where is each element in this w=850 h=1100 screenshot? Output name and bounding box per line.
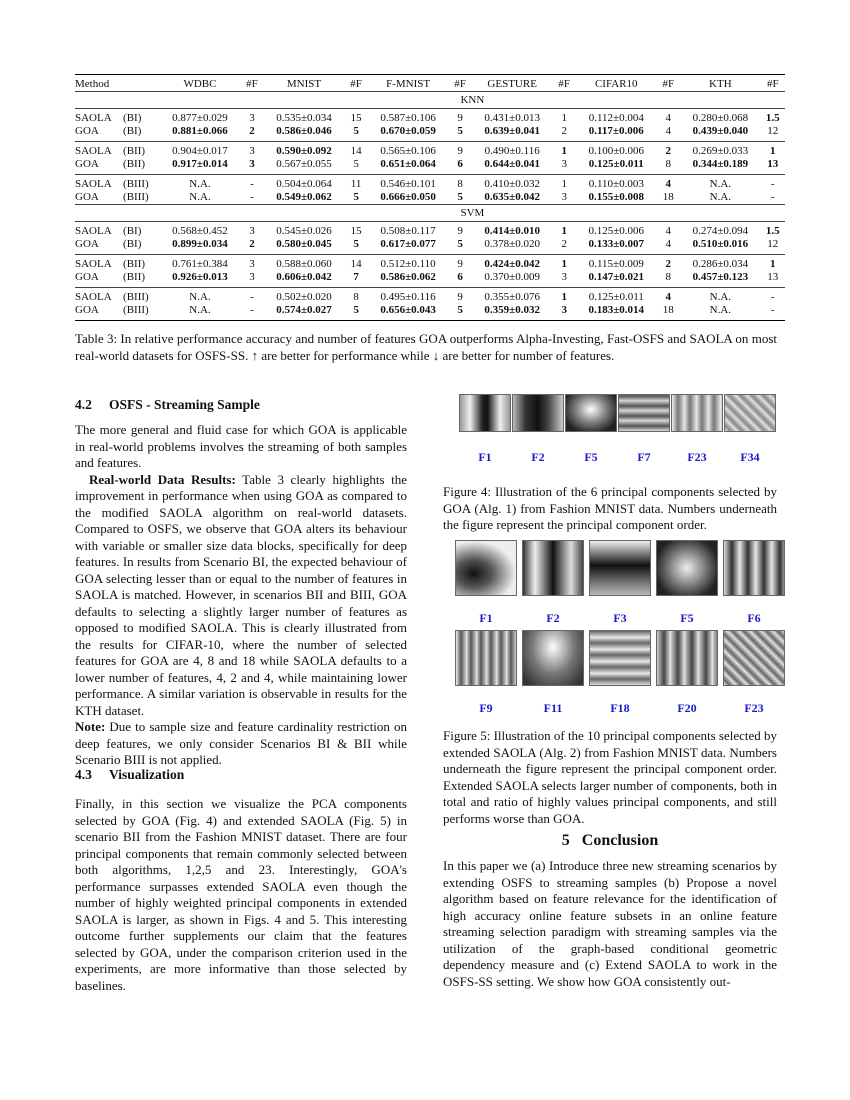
table-cell: 15	[344, 109, 368, 126]
table-row	[75, 142, 785, 159]
table-cell: GOA	[75, 125, 99, 137]
table-cell: 14	[344, 255, 368, 272]
table-cell: 2	[656, 255, 680, 272]
table-cell: (BI)	[122, 222, 160, 239]
table-cell: 9	[448, 222, 472, 239]
table-cell: 1	[761, 142, 785, 159]
table-cell: 2	[656, 142, 680, 159]
table-cell: 0.112±0.004	[576, 109, 656, 126]
component-label: F3	[613, 611, 627, 625]
table-cell: GOA	[75, 191, 99, 203]
table-cell: 6	[457, 158, 463, 170]
table-cell: 0.125±0.006	[576, 222, 656, 239]
note-label: Note:	[75, 719, 106, 734]
table-cell: 1	[552, 142, 576, 159]
table-cell: 3	[249, 158, 255, 170]
table-cell: 8	[344, 288, 368, 305]
table-cell: -	[250, 191, 254, 203]
table-cell: 8	[665, 158, 672, 170]
table-cell: 0.280±0.068	[680, 109, 760, 126]
table-cell: 1	[552, 288, 576, 305]
component-label: F11	[543, 701, 563, 715]
table-cell: 4	[656, 288, 680, 305]
table-cell: 0.110±0.003	[576, 175, 656, 192]
table-cell: 0.574±0.027	[264, 304, 344, 321]
component-label: F34	[740, 450, 760, 464]
table-cell: 18	[662, 191, 674, 203]
paragraph: Finally, in this section we visualize the PCA components selected by GOA (Fig. 4) and extended SAOLA (Fig. 5) in scenario BII from the Fashion MNIST dataset. There are four principal components that remain commonly selected between both algorithms, 1,2,5 and 23. Interestingly, GOA's performance surpasses extended SAOLA even though the number of highly weighted principal components in extended SAOLA is larger, as shown in Figs. 4 and 5. This interesting outcome further supplements our claim that the features selected by GOA, under the comparison criterion used in the experiments, are more informative than those selected by baselines.	[75, 796, 407, 993]
table-cell: 0.431±0.013	[472, 109, 552, 126]
table-cell: 2	[249, 238, 255, 250]
table-cell: 0.115±0.009	[576, 255, 656, 272]
table-cell: 0.125±0.011	[588, 158, 644, 170]
table-cell: -	[761, 288, 785, 305]
column-header: F-MNIST	[368, 75, 448, 92]
table-cell: 13	[767, 158, 779, 170]
principal-component-image	[618, 394, 670, 432]
table-cell: 4	[656, 222, 680, 239]
table-cell: 5	[353, 125, 359, 137]
table-cell: 0.644±0.041	[484, 158, 540, 170]
section-row	[75, 92, 785, 109]
section-title: Visualization	[109, 767, 185, 782]
table-cell: 0.370±0.009	[484, 271, 540, 283]
table-cell: 3	[561, 158, 567, 170]
component-label: F18	[610, 701, 630, 715]
table-cell: 0.617±0.077	[380, 238, 436, 250]
table-cell: 0.546±0.101	[368, 175, 448, 192]
table-cell: 14	[344, 142, 368, 159]
table-cell: 0.378±0.020	[484, 238, 540, 250]
column-header: WDBC	[160, 75, 240, 92]
table-cell: (BI)	[123, 238, 142, 250]
component-label: F23	[687, 450, 707, 464]
table-cell: 2	[561, 238, 567, 250]
principal-component-image	[724, 394, 776, 432]
table-cell: 8	[665, 271, 672, 283]
table-cell: (BI)	[122, 109, 160, 126]
table-cell: 5	[353, 238, 359, 250]
component-label: F5	[584, 450, 598, 464]
table-cell: 0.502±0.020	[264, 288, 344, 305]
table-cell: 0.147±0.021	[588, 271, 645, 283]
column-header: GESTURE	[472, 75, 552, 92]
table-cell: 3	[240, 142, 264, 159]
table-cell: (BII)	[122, 142, 160, 159]
table-cell: 12	[767, 125, 779, 137]
table-cell: 0.535±0.034	[264, 109, 344, 126]
column-header: #F	[552, 75, 576, 92]
table-cell: 0.587±0.106	[368, 109, 448, 126]
table-cell: 0.917±0.014	[172, 158, 228, 170]
table-cell: GOA	[75, 158, 99, 170]
table-row	[75, 271, 785, 288]
table-cell: 0.344±0.189	[692, 158, 749, 170]
table-cell: 3	[561, 191, 567, 203]
table-cell: 0.877±0.029	[160, 109, 240, 126]
paragraph-text: Table 3 clearly highlights the improvement in performance when using GOA as compared to the modified SAOLA algorithm on real-world datasets. Compared to OSFS, we observe that GOA alters its behaviour with variable or smaller size data blocks, specifically for deep features. In results from Scenario BI, the expected behaviour of GOA selecting lesser than or equal to the number of features in SAOLA is matched. However, in scenarios BII and BIII, GOA defaults to selecting a slightly larger number of features as opposed to modified SAOLA. This is clearly illustrated from the results for CIFAR-10, where the number of selected features for GOA are 4, 8 and 18 while SAOLA defaults to a lower number of features, 4, 2 and 4, while maintaining lower performance. A similar variation is observable in results for the KTH dataset.	[75, 471, 408, 718]
table-cell: 0.269±0.033	[680, 142, 760, 159]
component-label: F20	[677, 701, 697, 715]
table-cell: 0.549±0.062	[276, 191, 332, 203]
table-cell: 0.439±0.040	[692, 125, 749, 137]
column-header: #F	[656, 75, 680, 92]
section-heading	[75, 397, 407, 413]
table-cell: 0.881±0.066	[172, 125, 228, 137]
table-cell: -	[770, 191, 775, 203]
table-cell: 1	[552, 255, 576, 272]
table-cell: 0.495±0.116	[368, 288, 448, 305]
column-header: Method	[75, 75, 160, 92]
principal-component-image	[512, 394, 564, 432]
section-title: Conclusion	[581, 832, 659, 849]
table-cell: SAOLA	[75, 175, 122, 192]
table-cell: 1	[552, 222, 576, 239]
table-cell: (BIII)	[122, 175, 160, 192]
table-cell: 0.568±0.452	[160, 222, 240, 239]
table-cell	[75, 92, 160, 109]
principal-component-image	[455, 540, 517, 596]
table-cell: -	[240, 288, 264, 305]
table-cell: N.A.	[680, 304, 760, 321]
table-cell: GOA	[75, 238, 99, 250]
table-cell: (BIII)	[122, 288, 160, 305]
table-cell: 0.635±0.042	[484, 191, 540, 203]
table-row	[75, 175, 785, 192]
table-cell: 0.639±0.041	[484, 125, 540, 137]
table-cell: 9	[448, 288, 472, 305]
table-cell: 0.125±0.011	[576, 288, 656, 305]
table-cell: 5	[457, 238, 463, 250]
table-row	[75, 255, 785, 272]
table-cell: 0.359±0.032	[472, 304, 552, 321]
table-cell: 0.504±0.064	[264, 175, 344, 192]
table-cell: SAOLA	[75, 255, 122, 272]
column-header: CIFAR10	[576, 75, 656, 92]
note-paragraph	[75, 719, 407, 769]
component-label: F1	[479, 611, 493, 625]
table-cell: 0.606±0.042	[276, 271, 332, 283]
table-cell: 0.100±0.006	[576, 142, 656, 159]
table-cell: 1.5	[761, 109, 785, 126]
table-cell: 12	[767, 238, 779, 250]
table-cell: 1	[552, 109, 576, 126]
table-cell: (BI)	[123, 125, 142, 137]
table-cell: SAOLA	[75, 142, 122, 159]
table-cell: 4	[665, 125, 672, 137]
table-cell: 1.5	[761, 222, 785, 239]
column-header: #F	[344, 75, 368, 92]
section-heading	[443, 832, 777, 850]
table-cell: -	[761, 304, 785, 321]
component-label: F7	[637, 450, 651, 464]
table-cell: 3	[249, 271, 255, 283]
principal-component-image	[723, 630, 785, 686]
table-row	[75, 158, 785, 175]
table-cell: 0.670±0.059	[380, 125, 436, 137]
table-cell: 0.651±0.064	[380, 158, 436, 170]
table-cell: (BII)	[123, 158, 146, 170]
table-cell: 5	[448, 304, 472, 321]
section-number: 4.3	[75, 767, 92, 782]
table-cell: 18	[656, 304, 680, 321]
figure-4	[443, 392, 777, 470]
table-cell: 0.512±0.110	[368, 255, 448, 272]
table-row	[75, 222, 785, 239]
table-cell: 0.567±0.055	[276, 158, 332, 170]
table-cell: 0.588±0.060	[264, 255, 344, 272]
table-cell: 0.155±0.008	[588, 191, 645, 203]
table-cell: 0.183±0.014	[576, 304, 656, 321]
principal-component-image	[459, 394, 511, 432]
table-cell: 5	[353, 191, 359, 203]
table-cell: 6	[457, 271, 463, 283]
table-cell: (BII)	[123, 271, 146, 283]
table-cell: GOA	[75, 304, 122, 321]
column-header: #F	[240, 75, 264, 92]
table-cell: 3	[240, 222, 264, 239]
table-cell: N.A.	[680, 288, 760, 305]
table-cell: SAOLA	[75, 109, 122, 126]
table-cell: -	[240, 175, 264, 192]
table-cell: 0.565±0.106	[368, 142, 448, 159]
table-cell: N.A.	[160, 175, 240, 192]
table-cell: 0.586±0.062	[380, 271, 436, 283]
component-label: F2	[531, 450, 545, 464]
table-cell: 0.580±0.045	[276, 238, 332, 250]
table-cell: 3	[552, 304, 576, 321]
table-cell: 4	[656, 109, 680, 126]
column-header: MNIST	[264, 75, 344, 92]
table-cell: 3	[240, 255, 264, 272]
table-cell: 0.586±0.046	[276, 125, 332, 137]
principal-component-image	[671, 394, 723, 432]
table-cell: 0.424±0.042	[472, 255, 552, 272]
section-4-2	[75, 397, 407, 769]
table-cell: 0.926±0.013	[172, 271, 228, 283]
table-cell: 0.490±0.116	[472, 142, 552, 159]
table-cell: (BIII)	[122, 304, 160, 321]
table-cell: 5	[457, 191, 463, 203]
component-label: F6	[747, 611, 761, 625]
table-cell: 11	[344, 175, 368, 192]
table-cell: 0.457±0.123	[692, 271, 749, 283]
table-cell: 0.510±0.016	[692, 238, 749, 250]
table-row	[75, 191, 785, 205]
table-cell: 5	[457, 125, 463, 137]
table-cell: 2	[249, 125, 255, 137]
figure-5-caption: Figure 5: Illustration of the 10 principal components selected by extended SAOLA (Alg. 2) from Fashion MNIST data. Numbers underneath the figure represent the principal component order. Extended SAOLA selects larger number of components, both in total and ratio of highly values principal components, and still performs worse than GOA.	[443, 728, 777, 826]
table-cell: 7	[353, 271, 359, 283]
table-cell: 0.414±0.010	[472, 222, 552, 239]
table-cell: 0.117±0.006	[588, 125, 644, 137]
section-label: SVM	[160, 205, 785, 222]
principal-component-image	[589, 540, 651, 596]
table-cell: 0.508±0.117	[368, 222, 448, 239]
table-cell: (BII)	[122, 255, 160, 272]
table-cell: SAOLA	[75, 288, 122, 305]
component-label: F2	[546, 611, 560, 625]
table-cell: 4	[656, 175, 680, 192]
table-cell: 0.590±0.092	[264, 142, 344, 159]
table-row	[75, 238, 785, 255]
principal-component-image	[723, 540, 785, 596]
principal-component-image	[565, 394, 617, 432]
figure-5	[443, 540, 777, 720]
table-cell: 0.410±0.032	[472, 175, 552, 192]
paragraph	[75, 472, 407, 720]
table-cell: 0.133±0.007	[588, 238, 645, 250]
column-header: #F	[761, 75, 785, 92]
component-label: F23	[744, 701, 764, 715]
component-label: F9	[479, 701, 493, 715]
table-cell: 1	[761, 255, 785, 272]
table-cell	[75, 205, 160, 222]
table-cell: 15	[344, 222, 368, 239]
table-cell: 5	[353, 158, 359, 170]
figure-4-caption: Figure 4: Illustration of the 6 principal components selected by GOA (Alg. 1) from Fashion MNIST data. Numbers underneath the figure represent the principal component order.	[443, 484, 777, 532]
table-row	[75, 109, 785, 126]
section-label: KNN	[160, 92, 785, 109]
table-cell: 9	[448, 142, 472, 159]
note-text: Due to sample size and feature cardinality restriction on deep features, we only consider Scenarios BI & BII while Scenario BIII is not applied.	[75, 719, 407, 767]
table-cell: 9	[448, 255, 472, 272]
table-cell: 0.274±0.094	[680, 222, 760, 239]
section-4-3	[75, 767, 407, 994]
section-number: 5	[561, 832, 570, 849]
section-title: OSFS - Streaming Sample	[109, 397, 260, 412]
table-cell: 0.666±0.050	[380, 191, 436, 203]
table-cell: 1	[552, 175, 576, 192]
table-cell: 3	[561, 271, 567, 283]
table-cell: 0.355±0.076	[472, 288, 552, 305]
section-5	[443, 832, 777, 990]
paragraph: In this paper we (a) Introduce three new streaming scenarios by extending OSFS to streaming samples (b) Propose a novel algorithm based on feature relevance for the identification of high accuracy online feature subsets in an online feature streaming selection paradigm with streaming samples via the utilization of the graph-based conditional geometric dependency measure and (c) Extend SAOLA to work in the OSFS-SS setting. We show how GOA consistently out-	[443, 858, 777, 989]
table-cell: 3	[240, 109, 264, 126]
component-label: F1	[478, 450, 492, 464]
table-cell: -	[761, 175, 785, 192]
component-label: F5	[680, 611, 694, 625]
table-cell: GOA	[75, 271, 99, 283]
table-cell: N.A.	[680, 175, 760, 192]
table-cell: N.A.	[709, 191, 732, 203]
column-header: KTH	[680, 75, 760, 92]
table-cell: N.A.	[160, 304, 240, 321]
table-cell: -	[240, 304, 264, 321]
table-row	[75, 288, 785, 305]
table-cell: 13	[767, 271, 779, 283]
paragraph: The more general and fluid case for which GOA is applicable in real-world problems involves the streaming of both samples and features.	[75, 422, 407, 470]
column-header: #F	[448, 75, 472, 92]
table-row	[75, 304, 785, 321]
table-header-row	[75, 75, 785, 92]
section-number: 4.2	[75, 397, 92, 412]
table-row	[75, 125, 785, 142]
table-cell: N.A.	[189, 191, 211, 203]
section-row	[75, 205, 785, 222]
table-cell: 8	[448, 175, 472, 192]
table-cell: 9	[448, 109, 472, 126]
principal-component-image	[656, 540, 718, 596]
table-cell: 0.899±0.034	[172, 238, 228, 250]
table-cell: 0.656±0.043	[368, 304, 448, 321]
principal-component-image	[656, 630, 718, 686]
table-cell: 4	[665, 238, 672, 250]
principal-component-image	[455, 630, 517, 686]
table-cell: SAOLA	[75, 222, 122, 239]
table-cell: 0.761±0.384	[160, 255, 240, 272]
table-caption: Table 3: In relative performance accuracy and number of features GOA outperforms Alpha-Investing, Fast-OSFS and SAOLA on most real-world datasets for OSFS-SS. ↑ are better for performance while ↓ are better for number of features.	[75, 331, 777, 363]
table-cell: 0.286±0.034	[680, 255, 760, 272]
principal-component-image	[522, 630, 584, 686]
principal-component-image	[589, 630, 651, 686]
table-cell: 5	[344, 304, 368, 321]
table-cell: 0.545±0.026	[264, 222, 344, 239]
section-heading	[75, 767, 407, 783]
run-in-heading: Real-world Data Results:	[89, 471, 236, 487]
table-cell: (BIII)	[123, 191, 149, 203]
table-cell: 0.904±0.017	[160, 142, 240, 159]
principal-component-image	[522, 540, 584, 596]
results-table	[75, 74, 785, 321]
table-cell: N.A.	[160, 288, 240, 305]
table-cell: 2	[561, 125, 567, 137]
